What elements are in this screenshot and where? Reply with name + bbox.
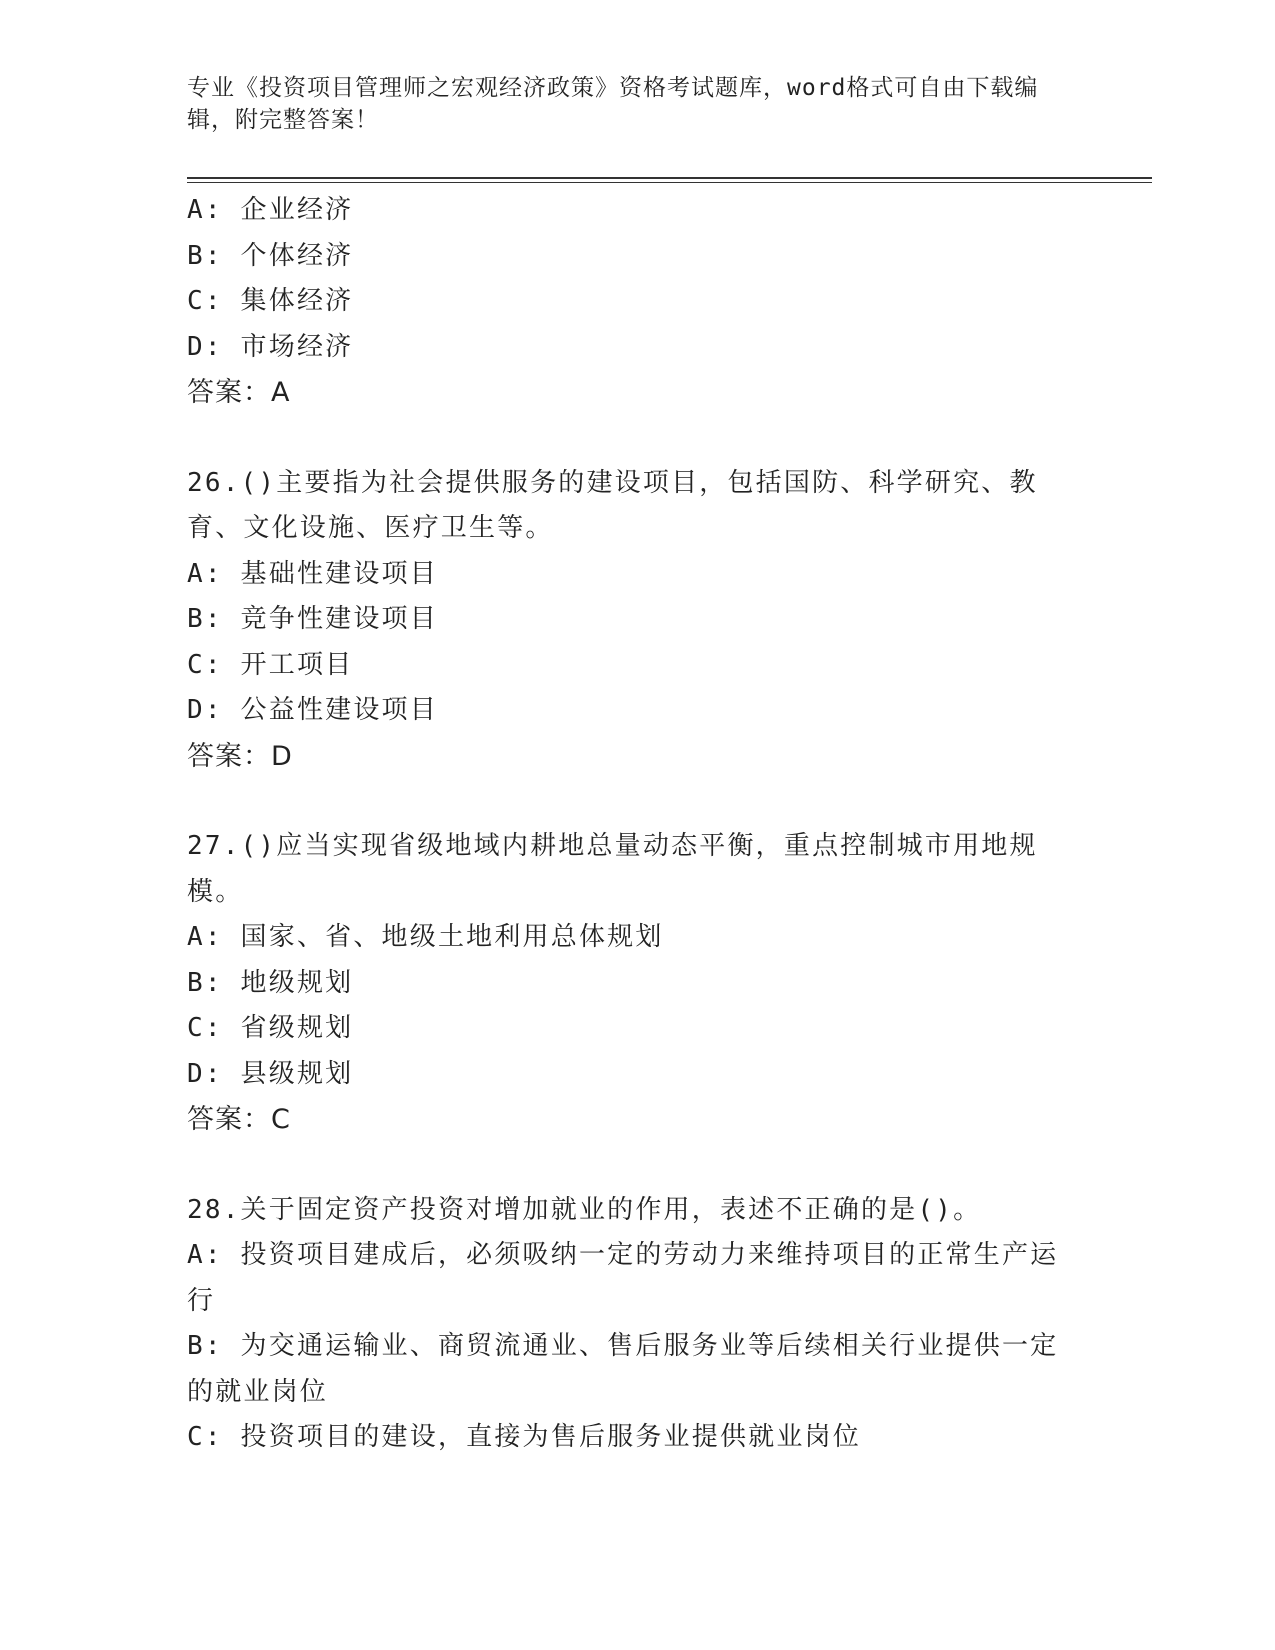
question-25-continuation xyxy=(187,188,1077,416)
header-rule-thick xyxy=(187,177,1152,179)
document-content xyxy=(187,188,1077,1461)
option-b: B: 为交通运输业、商贸流通业、售后服务业等后续相关行业提供一定的就业岗位 xyxy=(187,1331,1059,1407)
option-c: C: 投资项目的建设，直接为售后服务业提供就业岗位 xyxy=(187,1422,861,1452)
option-c: C: 开工项目 xyxy=(187,649,354,680)
option-a: A: 基础性建设项目 xyxy=(187,558,438,589)
question-26 xyxy=(187,461,1077,780)
option-d: D: 公益性建设项目 xyxy=(187,695,438,725)
question-28 xyxy=(187,1188,1077,1461)
option-d: D: 市场经济 xyxy=(187,331,354,362)
option-b: B: 个体经济 xyxy=(187,240,354,271)
option-a: A: 投资项目建成后，必须吸纳一定的劳动力来维持项目的正常生产运行 xyxy=(187,1240,1059,1316)
question-stem: 26.()主要指为社会提供服务的建设项目，包括国防、科学研究、教育、文化设施、医疗卫生等。 xyxy=(187,467,1038,543)
answer-line: 答案：D xyxy=(187,740,293,772)
document-header: 专业《投资项目管理师之宏观经济政策》资格考试题库，word格式可自由下载编辑，附完整答案！ xyxy=(187,75,1039,133)
question-stem: 27.()应当实现省级地域内耕地总量动态平衡，重点控制城市用地规模。 xyxy=(187,831,1038,907)
option-c: C: 集体经济 xyxy=(187,286,354,316)
option-b: B: 地级规划 xyxy=(187,967,354,998)
option-a: A: 国家、省、地级土地利用总体规划 xyxy=(187,922,664,952)
answer-line: 答案：C xyxy=(187,1104,291,1135)
option-b: B: 竞争性建设项目 xyxy=(187,604,438,634)
option-d: D: 县级规划 xyxy=(187,1058,354,1089)
answer-line: 答案：A xyxy=(187,377,291,408)
header-rule-thin xyxy=(187,182,1152,183)
question-stem: 28.关于固定资产投资对增加就业的作用，表述不正确的是()。 xyxy=(187,1194,982,1225)
question-27 xyxy=(187,824,1077,1143)
option-c: C: 省级规划 xyxy=(187,1013,354,1043)
option-a: A: 企业经济 xyxy=(187,195,354,225)
